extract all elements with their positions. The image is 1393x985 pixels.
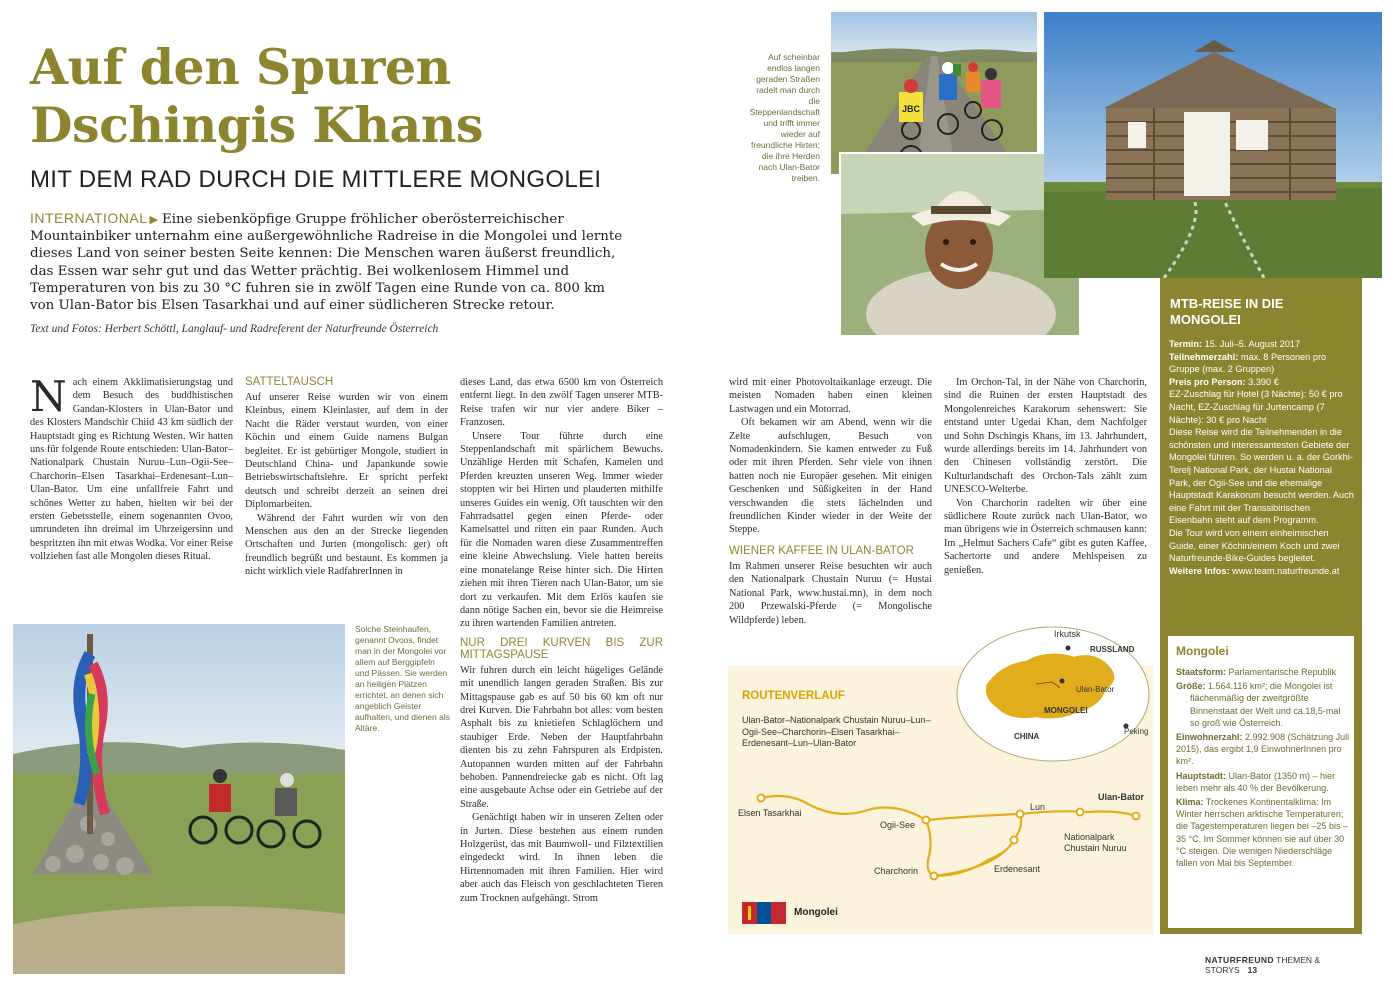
- section-kicker: INTERNATIONAL: [30, 210, 148, 226]
- body-paragraph: Während der Fahrt wurden wir von den Menschen aus den an der Strecke liegenden Ortschaften und Jurten (mongolisch: ger) oft freundlich begrüßt und bestaunt. Es kommen ja nicht wirklich viele RadfahrerInnen in: [245, 512, 448, 578]
- label-peking: Peking: [1124, 727, 1149, 736]
- body-paragraph: wird mit einer Photovoltaikanlage erzeugt. Die meisten Nomaden haben einen kleinen Lastwagen und ein Motorrad.: [729, 377, 932, 415]
- sidebar-body: [1169, 338, 1355, 577]
- route-heading: ROUTENVERLAUF: [742, 690, 845, 702]
- label-erdenesant: Erdenesant: [994, 864, 1041, 874]
- body-paragraph: Genächtigt haben wir in unseren Zelten oder in Jurten. Diese bestehen aus einem runden Holzgerüst, das mit Baumwoll- und Filztextilien eingedeckt wird. In ihnen leben die Hirtennomaden mit ihren Familien. Hier wird aber auch das Fleisch von geschlachteten Tieren zum Trocknen aufgehängt. Strom: [460, 812, 663, 904]
- label-lun: Lun: [1030, 802, 1046, 812]
- lead-paragraph: [30, 210, 630, 314]
- caption-road-photo: Auf scheinbar endlos langen geraden Straßen radelt man durch die Steppenlandschaft und trifft immer wieder auf freundliche Hirten; die ihre Herden nach Ulan-Bator treiben.: [749, 52, 820, 183]
- label-ogii-see: Ogii-See: [880, 820, 916, 830]
- footer-section: THEMEN & STORYS: [1205, 955, 1321, 975]
- body-paragraph: dieses Land, das etwa 6500 km von Österreich entfernt liegt. In den zwölf Tagen unserer MTB-Reise trafen wir nur vier andere Biker – Franzosen.: [460, 377, 663, 429]
- cyclists-road-illustration: [831, 12, 1037, 174]
- label-chustain-nuruu: Chustain Nuruu: [1064, 843, 1127, 853]
- facts-label: Klima:: [1176, 797, 1204, 808]
- sidebar-link[interactable]: www.team.naturfreunde.at: [1232, 565, 1340, 576]
- section-heading: NUR DREI KURVEN BIS ZUR MITTAGSPAUSE: [460, 636, 663, 661]
- flag-label: Mongolei: [794, 907, 838, 918]
- facts-label: Hauptstadt:: [1176, 770, 1226, 781]
- sidebar-description: Diese Reise wird die Teilnehmenden in die schönsten und interessantesten Gebiete der Mongolei führen. So werden u. a. der Gorkhi-Terelj National Park, der Hustai National Park, der Ogii-See und die ehemalige Hauptstadt Karakorum besucht werden. Auch eine Fahrt mit der Transsibirischen Eisenbahn steht auf dem Programm.: [1169, 427, 1354, 526]
- mongolia-flag-icon: [742, 902, 786, 924]
- body-column-4: [729, 376, 932, 627]
- route-map-graphic: [728, 780, 1153, 890]
- body-paragraph: Im Rahmen unserer Reise besuchten wir auch den Nationalpark Chustain Nuruu (= Hustai National Park, www.hustai.mn), in dem noch 200 Przewalski-Pferde (= Mongolische Wildpferde) leben.: [729, 560, 932, 626]
- body-paragraph: Oft bekamen wir am Abend, wenn wir die Zelte aufschlugen, Besuch von Nomadenkindern. Sie kamen entweder zu Fuß oder mit ihren Pferden. Sehr viele von ihnen hatten noch nie Europäer gesehen. Mit einigen Geschenken und Süßigkeiten in der Hand verschwanden die stets lächelnden und freundlichen Kinder wieder in der Weite der Steppe.: [729, 417, 932, 536]
- body-paragraph: Im Orchon-Tal, in der Nähe von Charchorin, sind die Ruinen der ersten Hauptstadt des Mongolenreiches Karakorum sehenswert: Sie entstand unter Ugedai Khan, dem Nachfolger und Sohn Dschingis Khans, im 13. Jahrhundert, wurde allerdings bereits im 14. Jahrhundert von den Chinesen vollständig zerstört. Die Kulturlandschaft des Orchon-Tals zählt zum UNESCO-Welterbe.: [944, 377, 1147, 496]
- body-paragraph: Unsere Tour führte durch eine Steppenlandschaft mit spärlichem Bewuchs. Unzählige Herden mit Schafen, Kamelen und Pferden kreuzten unseren Weg. Immer wieder stoppten wir bei Hirten und plauderten mithilfe unseres Guides ein wenig. Oft tauschten wir den Fahrradsattel gegen einen Pferde- oder Kamelsattel und ritten ein paar Runden. Auch für die Nomaden waren diese Zusammentreffen eine kleine Abwechslung. Viele hatten bereits eine monatelange Reise hinter sich. Die Hirten ziehen mit ihren Tieren nach Ulan-Bator, um sie dort zu verkaufen. Mit dem Erlös kaufen sie dann nötige Sachen ein, bevor sie die Heimreise zu ihren wartenden Familien antreten.: [460, 430, 663, 630]
- page-number: 13: [1247, 965, 1258, 975]
- body-column-1: [30, 372, 233, 564]
- facts-value: Parlamentarische Republik: [1228, 667, 1337, 677]
- label-elsen-tasarkhai: Elsen Tasarkhai: [738, 808, 802, 818]
- label-nationalpark: Nationalpark: [1064, 832, 1115, 842]
- facts-title: Mongolei: [1176, 644, 1229, 658]
- label-irkutsk: Irkutsk: [1054, 629, 1081, 639]
- sidebar-value: 15. Juli–5. August 2017: [1204, 339, 1301, 349]
- play-arrow-icon: ▶: [149, 213, 158, 226]
- caption-ovoo-photo: Solche Steinhaufen, genannt Ovoos, findet man in der Mongolei vor allem auf Berggipfeln und Pässen. Sie werden an heiligen Plätzen errichtet, an denen sich angeblich Geister aufhalten, und dienen als Altäre.: [355, 624, 450, 733]
- sidebar-label: Weitere Infos:: [1169, 565, 1230, 576]
- page-footer: [1205, 955, 1365, 975]
- facts-value: 1.564.116 km²; die Mongolei ist flächenmäßig der zweitgrößte Binnenstaat der Welt und ca.18,5-mal so groß wie Österreich.: [1190, 681, 1341, 728]
- body-paragraph: Auf unserer Reise wurden wir von einem Kleinbus, einem Kleinlaster, auf dem in der Nacht die Räder verstaut wurden, von einer Köchin und einem Guide namens Bulgan begleitet. Er ist gebürtiger Mongole, studiert in Deutschland China- und Japankunde sowie Betriebswirtschaftslehre. Er spricht perfekt deutsch und schreibt derzeit an seinen drei Diplomarbeiten.: [245, 392, 448, 511]
- byline: Text und Fotos: Herbert Schöttl, Langlauf- und Radreferent der Naturfreunde Österreich: [30, 323, 439, 335]
- sidebar-title: MTB-REISE IN DIE MONGOLEI: [1170, 296, 1284, 327]
- page-subtitle: MIT DEM RAD DURCH DIE MITTLERE MONGOLEI: [30, 166, 602, 193]
- section-heading: WIENER KAFFEE IN ULAN-BATOR: [729, 544, 914, 557]
- sidebar-value: max. 8 Personen pro Gruppe (max. 2 Gruppen): [1169, 351, 1327, 375]
- photo-ovoo-cyclists: [13, 624, 345, 974]
- section-heading: SATTELTAUSCH: [245, 376, 334, 388]
- body-column-5: [944, 376, 1147, 577]
- sidebar-surcharge: EZ-Zuschlag für Hotel (3 Nächte): 50 € pro Nacht, EZ-Zuschlag für Jurtencamp (7 Nächte): 30 € pro Nacht: [1169, 389, 1343, 425]
- label-charchorin: Charchorin: [874, 866, 919, 876]
- body-column-2: [245, 372, 448, 579]
- footer-brand: NATURFREUND: [1205, 955, 1274, 965]
- label-ulan-bator: Ulan-Bator: [1098, 792, 1145, 802]
- label-mongolei-inset: MONGOLEI: [1044, 706, 1088, 715]
- body-column-3: [460, 376, 663, 905]
- facts-value: Trockenes Kontinentalklima: Im Winter herrschen arktische Temperaturen; die Tagestemperaturen liegen bei –25 bis –35 °C. Im Sommer können sie auf über 30 °C steigen. Die wenigen Niederschläge fallen von Mai bis September.: [1176, 797, 1348, 869]
- facts-label: Einwohnerzahl:: [1176, 732, 1243, 743]
- label-china: CHINA: [1014, 732, 1040, 741]
- facts-label: Staatsform:: [1176, 667, 1227, 677]
- lead-text: Eine siebenköpfige Gruppe fröhlicher oberösterreichischer Mountainbiker unternahm eine außergewöhnliche Radreise in die Mongolei und lernte dieses Land von seiner besten Seite kennen: Die Menschen waren äußerst freundlich, das Essen war sehr gut und das Wetter prächtig. Bei wolkenlosem Himmel und Temperaturen von bis zu 30 °C fuhren sie in zwölf Tagen eine Runde von ca. 800 km von Ulan-Bator bis Elsen Tasarkhai und auf einer südlicheren Strecke retour.: [30, 212, 623, 314]
- body-paragraph: Wir fuhren durch ein leicht hügeliges Gelände mit unendlich langen geraden Straßen. Bis zur Mittagspause gab es auf 50 bis 60 km oft nur drei Kurven. Die Fahrbahn bot alles: vom besten Asphalt bis zu knietiefen Schlaglöchern und staubiger Erde. Neben der Hauptfahrbahn dienten bis zu zehn Fahrspuren als Erdpisten. Autopannen wurden mitten auf der Fahrbahn behoben. Pannendreiecke gab es nicht. Oft lag eine ausgebaute Achse oder ein Getriebe auf der Straße.: [460, 664, 663, 810]
- ovoo-cyclists-illustration: [13, 624, 345, 974]
- facts-value: 2.992.908 (Schätzung Juli 2015), das ergibt 1,9 EinwohnerInnen pro km².: [1176, 732, 1350, 767]
- body-paragraph: ach einem Akklimatisierungstag und dem Besuch des buddhistischen Gandan-Klosters in Ulan-Bator und des Klosters Mandschir Chiid 43 km südlich der Hauptstadt ging es Richtung Westen. Wir hatten uns für folgende Route entschieden: Ulan-Bator– Nationalpark Chustain Nuruu–Lun–Ogii-See–Charchorin–Elsen Tasarkhai–Erdenesant–Lun–Ulan-Bator. Um eine unfallfreie Fahrt und schönes Wetter zu haben, hielten wir bei der ersten Gebetsstelle, einem sogenannten Ovoo, umrundeten ihn dreimal im Uhrzeigersinn und bespritzten ihn mit etwas Wodka. Vor einer Reise vollziehen fast alle Mongolen dieses Ritual.: [30, 377, 233, 563]
- sidebar-guides: Die Tour wird von einem einheimischen Guide, einer Köchin/einem Koch und zwei Naturfreunde-Bike-Guides begleitet.: [1169, 527, 1340, 564]
- label-ulan-bator-inset: Ulan-Bator: [1076, 685, 1115, 694]
- photo-wooden-hut: [1044, 12, 1382, 278]
- route-description: Ulan-Bator–Nationalpark Chustain Nuruu–Lun–Ogii-See–Charchorin–Elsen Tasarkhai–Erdenesant–Lun–Ulan-Bator: [742, 715, 931, 748]
- wooden-hut-illustration: [1044, 12, 1382, 278]
- body-paragraph: Von Charchorin radelten wir über eine südlichere Route zurück nach Ulan-Bator, wo man übrigens wie in Österreich schmausen kann: Im „Helmut Sachers Cafe“ gibt es guten Kaffee, Sachertorte und andere Mehlspeisen zu genießen.: [944, 497, 1147, 576]
- label-russland: RUSSLAND: [1090, 645, 1135, 654]
- sidebar-label: Teilnehmerzahl:: [1169, 351, 1239, 362]
- drop-cap: N: [30, 372, 67, 421]
- sidebar-label: Termin:: [1169, 339, 1203, 349]
- sidebar-label: Preis pro Person:: [1169, 376, 1246, 387]
- facts-body: [1176, 666, 1350, 871]
- facts-value: Ulan-Bator (1350 m) – hier leben mehr als 40 % der Bevölkerung.: [1176, 770, 1336, 793]
- inset-map: [956, 626, 1150, 762]
- sidebar-value: 3.390 €: [1248, 376, 1279, 387]
- facts-label: Größe:: [1176, 681, 1206, 692]
- jersey-text: JBC: [901, 104, 921, 114]
- photo-cyclists-road: [831, 12, 1037, 174]
- page-title: Auf den Spuren Dschingis Khans: [30, 38, 483, 154]
